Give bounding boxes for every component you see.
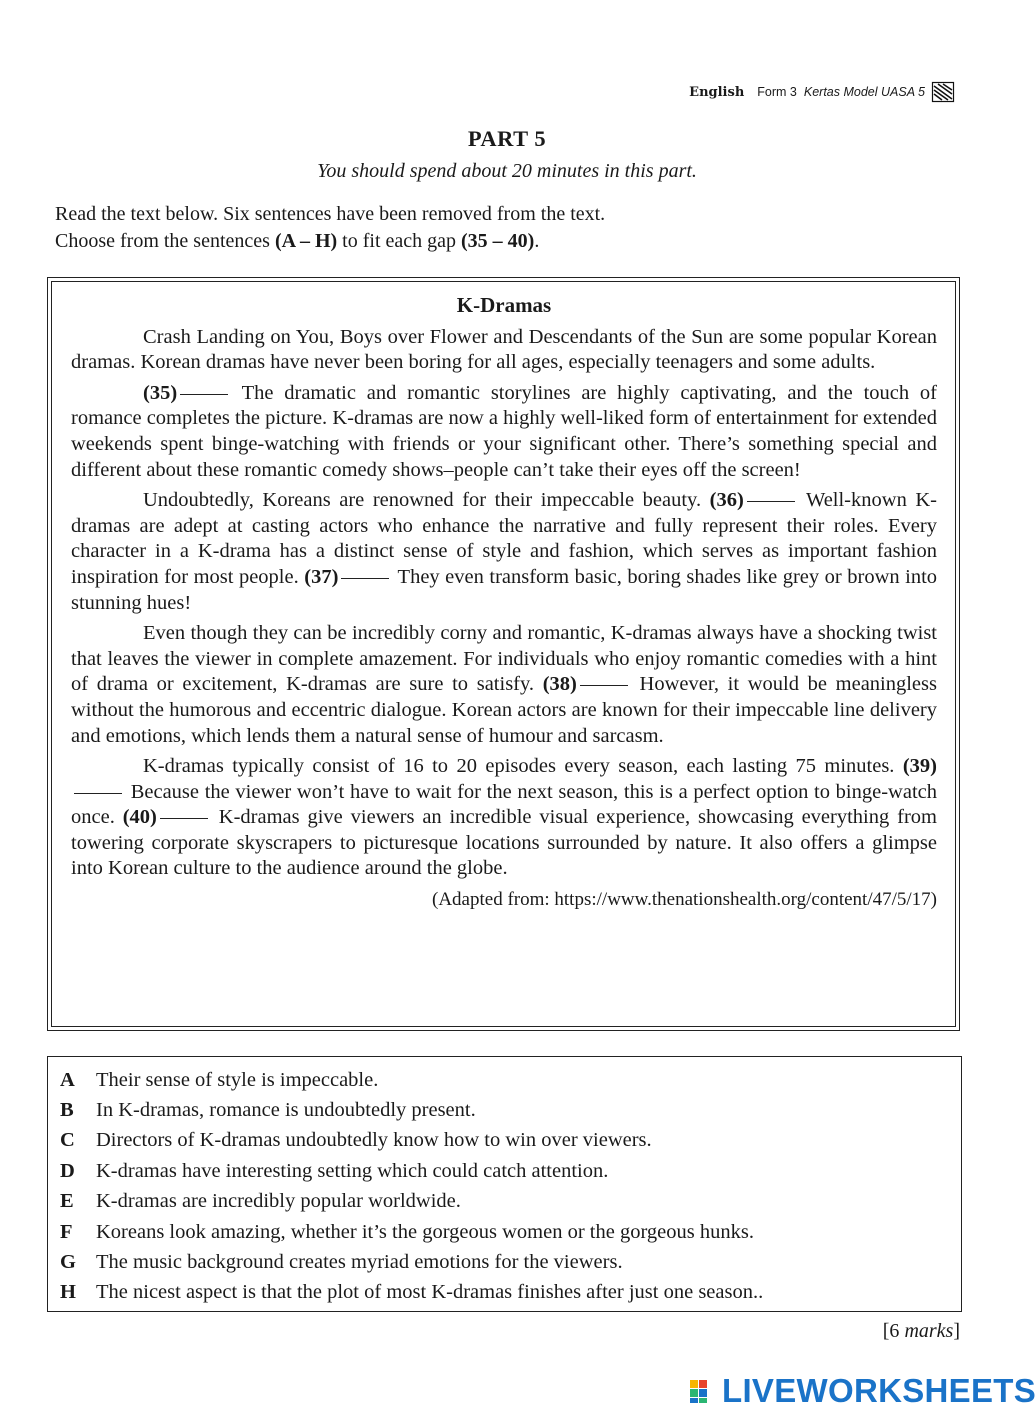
option-letter: G: [60, 1251, 76, 1274]
option-letter: F: [60, 1220, 73, 1243]
gap-38-blank[interactable]: [580, 684, 628, 686]
paragraph-2: [71, 381, 937, 483]
option-b[interactable]: [60, 1095, 961, 1125]
watermark-text: LIVEWORKSHEETS: [722, 1372, 1036, 1409]
passage-inner: [51, 281, 956, 1027]
marks-count: [6: [882, 1320, 905, 1342]
option-text: K-dramas are incredibly popular worldwide.: [96, 1190, 461, 1213]
option-letter: H: [60, 1281, 76, 1304]
option-d[interactable]: [60, 1156, 961, 1186]
marks-close: ]: [953, 1320, 960, 1342]
passage-title: K-Dramas: [456, 293, 552, 317]
gap-39-blank[interactable]: [74, 792, 122, 794]
gap-40-blank[interactable]: [160, 817, 208, 819]
passage-box: [47, 277, 960, 1031]
instruction-line-1: Read the text below. Six sentences have been removed from the text.: [55, 203, 606, 225]
option-letter: E: [60, 1190, 74, 1213]
option-range: (A – H): [274, 230, 338, 252]
option-e[interactable]: [60, 1187, 961, 1217]
option-letter: B: [60, 1099, 74, 1122]
gap-36-blank[interactable]: [747, 500, 795, 502]
page-header: [689, 82, 954, 102]
paragraph-text: K-dramas typically consist of 16 to 20 episodes every season, each lasting 75 minutes.: [143, 755, 895, 778]
marks-word: marks: [904, 1320, 954, 1342]
options-box: [47, 1056, 962, 1312]
gap-35-label: (35): [143, 381, 178, 404]
paragraph-text: Undoubtedly, Koreans are renowned for their impeccable beauty.: [143, 489, 702, 512]
option-h[interactable]: [60, 1278, 961, 1308]
option-text: Directors of K-dramas undoubtedly know how to win over viewers.: [96, 1129, 652, 1152]
paragraph-text: Because the viewer won’t have to wait for the next season, this is a perfect option to binge-watch once.: [71, 780, 937, 829]
option-g[interactable]: [60, 1247, 961, 1277]
option-a[interactable]: [60, 1065, 961, 1095]
paragraph-text: However, it would be meaningless without the humorous and eccentric dialogue. Korean actors are known for their impeccable line delivery and emotions, which lends them a natural sense of humour and sarcasm.: [71, 673, 937, 747]
instruction-text: to fit each gap: [337, 230, 462, 252]
marks-label: [883, 1320, 960, 1343]
option-text: K-dramas have interesting setting which could catch attention.: [96, 1159, 609, 1182]
paragraph-1: Crash Landing on You, Boys over Flower and Descendants of the Sun are some popular Korean dramas. Korean dramas have never been boring for all ages, especially teenagers and some adults.: [71, 325, 937, 374]
instruction-text: .: [534, 230, 540, 252]
gap-40-label: (40): [122, 806, 157, 829]
gap-38-label: (38): [542, 673, 577, 696]
instruction-line-2: [55, 230, 539, 253]
option-text: The nicest aspect is that the plot of most K-dramas finishes after just one season..: [96, 1281, 764, 1304]
paragraph-text: K-dramas give viewers an incredible visual experience, showcasing everything from towering corporate skyscrapers to picturesque locations surrounded by nature. It also offers a glimpse into Korean culture to the audience around the globe.: [71, 806, 937, 880]
option-text: The music background creates myriad emotions for the viewers.: [96, 1251, 623, 1274]
gap-36-label: (36): [709, 489, 744, 512]
paragraph-4: [71, 621, 937, 749]
option-letter: A: [60, 1068, 75, 1091]
option-c[interactable]: [60, 1126, 961, 1156]
publisher-logo-icon: [932, 82, 954, 102]
time-note: You should spend about 20 minutes in this part.: [317, 160, 697, 182]
paragraph-text: They even transform basic, boring shades like grey or brown into stunning hues!: [71, 565, 938, 614]
option-f[interactable]: [60, 1217, 961, 1247]
source-citation: (Adapted from: https://www.thenationshealth.org/content/47/5/17): [432, 889, 937, 911]
paragraph-5: [71, 754, 937, 882]
liveworksheets-logo-icon: [690, 1374, 718, 1409]
header-paper: Kertas Model UASA 5: [803, 85, 925, 99]
option-text: Their sense of style is impeccable.: [96, 1068, 379, 1091]
gap-range: (35 – 40): [461, 230, 535, 252]
option-text: Koreans look amazing, whether it’s the gorgeous women or the gorgeous hunks.: [96, 1220, 754, 1243]
paragraph-text: Well-known K-dramas are adept at casting actors who enhance the narrative and fully represent their roles. Every character in a K-drama has a distinct sense of style and fashion, which serves as important fashion inspiration for most people.: [71, 489, 937, 588]
option-text: In K-dramas, romance is undoubtedly present.: [96, 1099, 476, 1122]
instruction-text: Choose from the sentences: [55, 230, 275, 252]
option-letter: D: [60, 1159, 75, 1182]
gap-35-blank[interactable]: [180, 393, 228, 395]
paragraph-text: The dramatic and romantic storylines are highly captivating, and the touch of romance completes the picture. K-dramas are now a highly well-liked form of entertainment for extended weekends spent binge-watching with friends or your significant other. There’s something special and different about these romantic comedy shows–people can’t take their eyes off the screen!: [71, 381, 937, 481]
liveworksheets-watermark: [690, 1373, 1036, 1409]
header-form: Form 3: [757, 85, 797, 99]
paragraph-text: Even though they can be incredibly corny and romantic, K-dramas always have a shocking twist that leaves the viewer in complete amazement. For individuals who enjoy romantic comedies with a hint of drama or excitement, K-dramas are sure to satisfy.: [71, 622, 937, 696]
gap-39-label: (39): [902, 755, 937, 778]
gap-37-label: (37): [304, 565, 339, 588]
paragraph-3: [71, 488, 937, 616]
header-subject: English: [689, 84, 745, 100]
option-letter: C: [60, 1129, 75, 1152]
part-title: PART 5: [467, 126, 547, 151]
gap-37-blank[interactable]: [341, 577, 389, 579]
